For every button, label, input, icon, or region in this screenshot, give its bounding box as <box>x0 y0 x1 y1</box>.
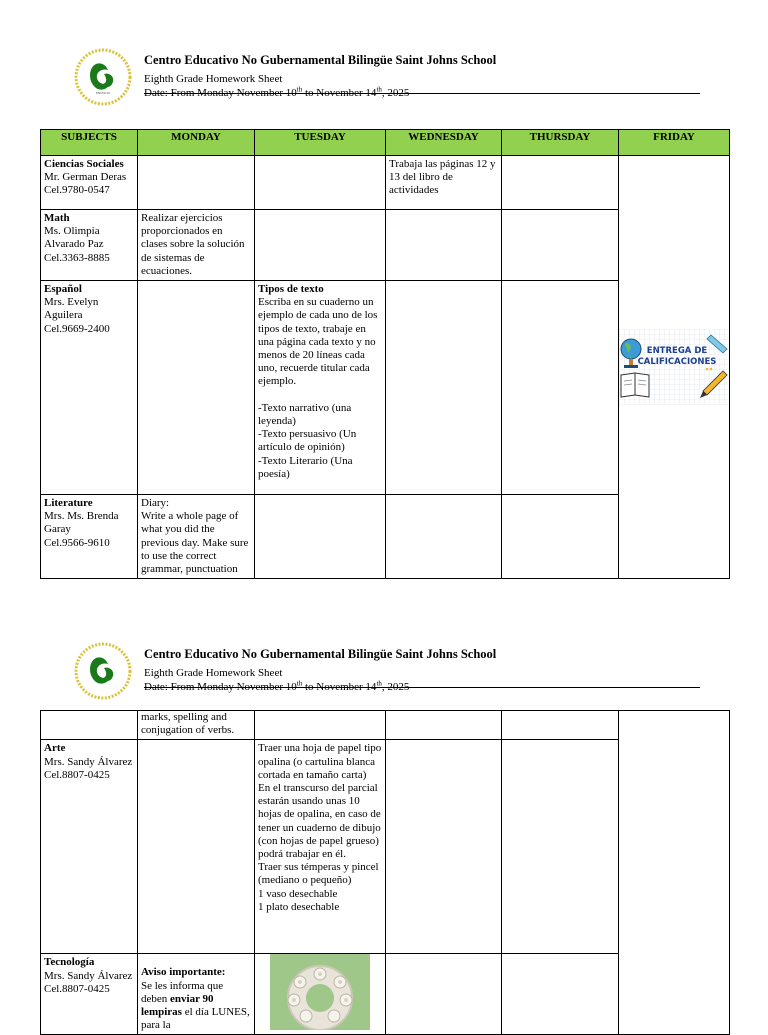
col-monday: MONDAY <box>138 130 255 156</box>
subject-name: Literature <box>44 497 93 510</box>
thursday-cell <box>502 281 619 495</box>
notice-amount: enviar 90 lempiras <box>141 992 214 1019</box>
subject-cell <box>41 740 138 954</box>
tuesday-task-title: Tipos de texto <box>258 283 324 296</box>
notice-text-a: Se les informa que deben <box>141 979 224 1005</box>
homework-table-page1 <box>40 129 730 579</box>
tuesday-cell: Traer una hoja de papel tipo opalina (o cartulina blanca cortada en tamaño carta) En el transcurso del parcial estarán usando unas 10 hojas de opalina, en caso de tener un cuaderno de dibujo (con hojas de papel grueso) podrá trabajar en él. Traer sus témperas y pincel (mediano o pequeño) 1 vaso desechable 1 plato desechable <box>255 740 386 954</box>
teacher-phone: Cel.9780-0547 <box>44 184 110 197</box>
tuesday-task-body: Escriba en su cuaderno un ejemplo de cada uno de los tipos de texto, trabaje en una página cada texto y no menos de 20 líneas cada uno, recuerde titular cada ejemplo. -Texto narrativo (una leyenda) -Texto persuasivo (Un artículo de opinión) -Texto Literario (Una poesía) <box>258 296 378 480</box>
teacher-phone: Cel.8807-0425 <box>44 768 110 781</box>
table-row <box>41 156 730 210</box>
school-logo-icon <box>74 48 132 106</box>
wednesday-cell <box>386 711 502 740</box>
tuesday-cell <box>255 210 386 281</box>
header-rule <box>144 687 700 688</box>
col-subjects: SUBJECTS <box>41 130 138 156</box>
date-prefix: Date: From Monday November 10 <box>144 681 297 693</box>
grades-delivery-badge <box>619 329 729 405</box>
page2-header <box>74 642 704 700</box>
tuesday-cell <box>255 156 386 210</box>
date-mid: to November 14 <box>302 681 377 693</box>
subject-cell <box>41 954 138 1035</box>
friday-cell <box>619 711 730 1035</box>
teacher-name: Mr. German Deras <box>44 171 127 184</box>
subject-cell <box>41 281 138 495</box>
col-friday: FRIDAY <box>619 130 730 156</box>
teacher-name: Mrs. Sandy Álvarez <box>44 969 133 982</box>
tuesday-cell <box>255 495 386 579</box>
tuesday-cell <box>255 711 386 740</box>
date-suffix: , 2025 <box>381 681 410 693</box>
col-tuesday: TUESDAY <box>255 130 386 156</box>
decorative-plate-image <box>270 954 370 1030</box>
teacher-phone: Cel.8807-0425 <box>44 982 110 995</box>
badge-line2: CALIFICACIONES <box>637 357 717 368</box>
subject-name: Tecnología <box>44 956 95 969</box>
date-sup-1: th <box>296 85 303 94</box>
subject-name: Arte <box>44 742 66 755</box>
subject-name: Ciencias Sociales <box>44 158 124 170</box>
subject-name: Español <box>44 283 82 296</box>
thursday-cell <box>502 954 619 1035</box>
teacher-phone: Cel.9669-2400 <box>44 322 110 335</box>
subject-cell <box>41 210 138 281</box>
school-logo-icon <box>74 642 132 700</box>
date-sup-2: th <box>376 85 382 94</box>
date-mid: to November 14 <box>302 87 377 99</box>
monday-cell <box>138 954 255 1035</box>
teacher-name: Mrs. Ms. Brenda Garay <box>44 510 119 536</box>
date-prefix: Date: From Monday November 10 <box>144 87 297 99</box>
sheet-subtitle: Eighth Grade Homework Sheet <box>144 73 283 85</box>
subject-cell <box>41 711 138 740</box>
thursday-cell <box>502 711 619 740</box>
wednesday-cell <box>386 281 502 495</box>
wednesday-cell <box>386 210 502 281</box>
date-sup-2: th <box>376 679 382 688</box>
col-wednesday: WEDNESDAY <box>386 130 502 156</box>
monday-cell: Realizar ejercicios proporcionados en clases sobre la solución de sistemas de ecuaciones. <box>138 210 255 281</box>
thursday-cell <box>502 156 619 210</box>
subject-name: Math <box>44 212 70 224</box>
school-name: Centro Educativo No Gubernamental Bilingüe Saint Johns School <box>144 647 497 661</box>
teacher-name: Mrs. Sandy Álvarez <box>44 755 133 768</box>
teacher-name: Mrs. Evelyn Aguilera <box>44 296 99 322</box>
wednesday-cell <box>386 495 502 579</box>
homework-table-page2 <box>40 710 730 1035</box>
notice-text-b: el día LUNES, para la <box>141 1006 250 1032</box>
friday-cell <box>619 156 730 579</box>
thursday-cell <box>502 210 619 281</box>
wreath-icon <box>270 954 370 1030</box>
page1-header <box>74 48 704 106</box>
wednesday-cell <box>386 740 502 954</box>
date-sup-1: th <box>296 679 303 688</box>
wednesday-cell <box>386 954 502 1035</box>
wednesday-cell: Trabaja las páginas 12 y 13 del libro de actividades <box>386 156 502 210</box>
school-name: Centro Educativo No Gubernamental Bilingüe Saint Johns School <box>144 53 497 67</box>
monday-cell: marks, spelling and conjugation of verbs. <box>138 711 255 740</box>
tuesday-cell <box>255 281 386 495</box>
tuesday-cell <box>255 954 386 1035</box>
subject-cell <box>41 495 138 579</box>
col-thursday: THURSDAY <box>502 130 619 156</box>
table-row <box>41 711 730 740</box>
monday-cell <box>138 281 255 495</box>
teacher-name: Ms. Olimpia Alvarado Paz <box>44 225 104 251</box>
book-icon <box>621 373 649 397</box>
table-header-row <box>41 130 730 156</box>
teacher-phone: Cel.3363-8885 <box>44 251 110 264</box>
thursday-cell <box>502 740 619 954</box>
thursday-cell <box>502 495 619 579</box>
date-suffix: , 2025 <box>381 87 410 99</box>
monday-cell <box>138 740 255 954</box>
subject-cell <box>41 156 138 210</box>
badge-line1: ENTREGA DE <box>646 346 708 357</box>
teacher-phone: Cel.9566-9610 <box>44 536 110 549</box>
monday-cell: Diary: Write a whole page of what you did the previous day. Make sure to use the correct grammar, punctuation <box>138 495 255 579</box>
notice-title: Aviso importante: <box>141 966 226 979</box>
header-rule <box>144 93 700 94</box>
monday-cell <box>138 156 255 210</box>
svg-text:ENUNCIO: ENUNCIO <box>96 91 110 95</box>
sheet-subtitle: Eighth Grade Homework Sheet <box>144 667 283 679</box>
